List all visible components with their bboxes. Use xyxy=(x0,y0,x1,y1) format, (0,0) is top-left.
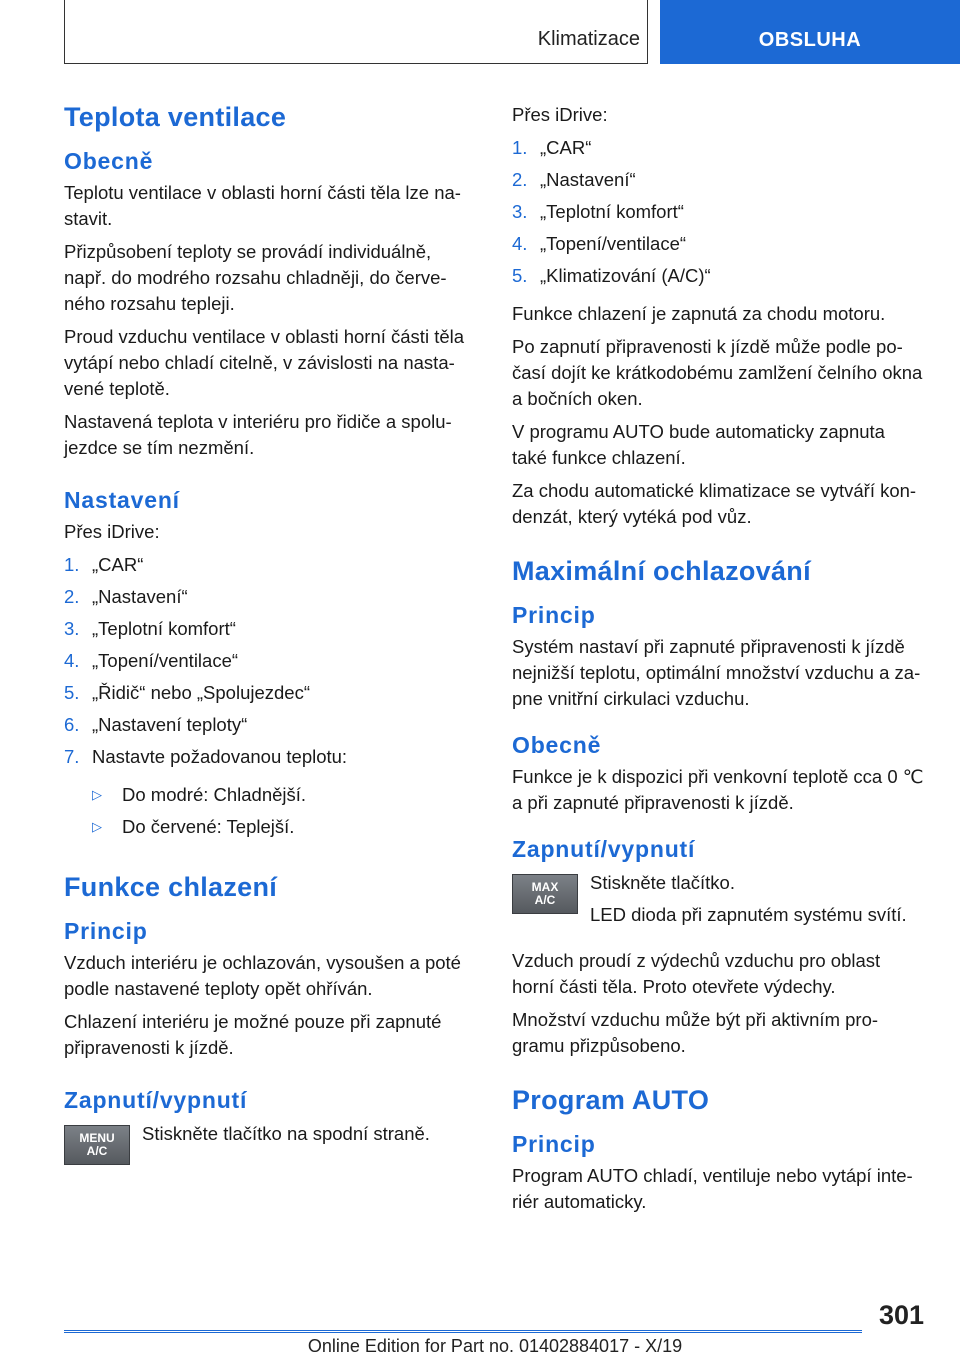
step-text: „Nastavení teploty“ xyxy=(92,714,248,735)
paragraph: V programu AUTO bude automaticky zapnuta také funkce chlazení. xyxy=(512,421,885,468)
list-item xyxy=(512,135,924,167)
triangle-bullet-icon: ▷ xyxy=(92,787,102,802)
step-number: 4. xyxy=(64,650,80,671)
paragraph: Teplotu ventilace v oblasti horní části těla lze nastavit. xyxy=(64,182,461,229)
paragraph: Chlazení interiéru je možné pouze při zapnuté připravenosti k jízdě. xyxy=(64,1011,442,1058)
paragraph: Za chodu automatické klimatizace se vytváří kondenzát, který vytéká pod vůz. xyxy=(512,480,917,527)
paragraph: Vzduch interiéru je ochlazován, vysoušen a poté podle nastavené teploty opět ohříván. xyxy=(64,952,461,999)
paragraph: LED dioda při zapnutém systému svítí. xyxy=(590,904,907,925)
heading-max-cooling: Maximální ochlazování xyxy=(512,556,811,586)
list-item xyxy=(64,648,476,680)
bullet-text: Do červené: Teplejší. xyxy=(122,816,295,837)
max-ac-button-icon xyxy=(512,874,578,914)
step-number: 6. xyxy=(64,714,80,735)
triangle-bullet-icon: ▷ xyxy=(92,819,102,834)
step-text: „Klimatizování (A/C)“ xyxy=(540,265,711,286)
step-number: 3. xyxy=(64,618,80,639)
list-item xyxy=(512,231,924,263)
list-item xyxy=(64,712,476,744)
list-item xyxy=(512,167,924,199)
list-item xyxy=(64,616,476,648)
list-item xyxy=(64,552,476,584)
bullet-item xyxy=(64,814,476,846)
button-icon-label: MAX xyxy=(531,880,559,894)
button-instruction xyxy=(512,870,924,934)
list-item xyxy=(64,584,476,616)
list-item xyxy=(512,263,924,295)
heading-on-off: Zapnutí/vypnutí xyxy=(512,836,696,862)
step-text: „Topení/ventilace“ xyxy=(92,650,239,671)
step-text: „Nastavení“ xyxy=(92,586,188,607)
paragraph: Množství vzduchu může být při aktivním programu přizpůsobeno. xyxy=(512,1009,879,1056)
footer-divider xyxy=(64,1330,862,1331)
right-column xyxy=(512,102,924,1222)
button-icon-label: MENU xyxy=(79,1131,115,1145)
heading-cooling-function: Funkce chlazení xyxy=(64,872,278,902)
step-text: „Teplotní komfort“ xyxy=(92,618,236,639)
paragraph: Systém nastaví při zapnuté připravenosti k jízdě nejnižší teplotu, optimální množství vzduchu a zapne vnitřní cirkulaci vzduchu. xyxy=(512,636,921,709)
heading-principle: Princip xyxy=(64,918,148,944)
step-text: „CAR“ xyxy=(540,137,592,158)
step-text: „Teplotní komfort“ xyxy=(540,201,684,222)
paragraph: Program AUTO chladí, ventiluje nebo vytápí interiér automaticky. xyxy=(512,1165,913,1212)
header-section-title: Klimatizace xyxy=(537,28,640,50)
heading-principle: Princip xyxy=(512,1131,596,1157)
paragraph: Stiskněte tlačítko na spodní straně. xyxy=(142,1123,430,1144)
steps-list xyxy=(512,135,924,295)
paragraph: Nastavená teplota v interiéru pro řidiče a spolujezdce se tím nezmění. xyxy=(64,411,452,458)
step-number: 7. xyxy=(64,746,80,767)
step-text: Nastavte požadovanou teplotu: xyxy=(92,746,348,767)
heading-on-off: Zapnutí/vypnutí xyxy=(64,1087,248,1113)
menu-ac-button-icon xyxy=(64,1125,130,1165)
button-instruction xyxy=(64,1121,476,1165)
button-icon-label: A/C xyxy=(534,893,556,907)
paragraph: Přes iDrive: xyxy=(64,521,160,542)
list-item xyxy=(64,680,476,712)
paragraph: Funkce chlazení je zapnutá za chodu motoru. xyxy=(512,303,886,324)
step-number: 1. xyxy=(64,554,80,575)
step-number: 4. xyxy=(512,233,528,254)
step-text: „Řidič“ nebo „Spolujezdec“ xyxy=(92,682,310,703)
step-number: 2. xyxy=(512,169,528,190)
heading-general: Obecně xyxy=(512,732,602,758)
step-text: „Topení/ventilace“ xyxy=(540,233,687,254)
step-number: 5. xyxy=(512,265,528,286)
bullet-text: Do modré: Chladnější. xyxy=(122,784,307,805)
steps-list xyxy=(64,552,476,776)
paragraph: Po zapnutí připravenosti k jízdě může podle počasí dojít ke krátkodobému zamlžení čelního okna a bočních oken. xyxy=(512,336,923,409)
heading-ventilation-temperature: Teplota ventilace xyxy=(64,102,287,132)
button-icon-label: A/C xyxy=(86,1144,108,1158)
bullet-item xyxy=(64,782,476,814)
left-column xyxy=(64,100,476,1179)
page-number: 301 xyxy=(878,1300,924,1330)
header-tab: OBSLUHA xyxy=(660,0,960,64)
paragraph: Funkce je k dispozici při venkovní teplotě cca 0 ℃ a při zapnuté připravenosti k jízdě. xyxy=(512,766,924,813)
step-text: „CAR“ xyxy=(92,554,144,575)
paragraph: Přizpůsobení teploty se provádí individuálně, např. do modrého rozsahu chladněji, do červeného rozsahu tepleji. xyxy=(64,241,447,314)
footer-divider xyxy=(64,1332,862,1333)
paragraph: Vzduch proudí z výdechů vzduchu pro oblast horní části těla. Proto otevřete výdechy. xyxy=(512,950,881,997)
step-number: 3. xyxy=(512,201,528,222)
list-item xyxy=(512,199,924,231)
heading-general: Obecně xyxy=(64,148,154,174)
heading-program-auto: Program AUTO xyxy=(512,1085,710,1115)
list-item xyxy=(64,744,476,776)
step-number: 2. xyxy=(64,586,80,607)
heading-settings: Nastavení xyxy=(64,487,180,513)
paragraph: Stiskněte tlačítko. xyxy=(590,872,735,893)
step-number: 5. xyxy=(64,682,80,703)
heading-principle: Princip xyxy=(512,602,596,628)
paragraph: Proud vzduchu ventilace v oblasti horní části těla vytápí nebo chladí citelně, v závislosti na nastavené teplotě. xyxy=(64,326,465,399)
footer-edition: Online Edition for Part no. 01402884017 - X/19 xyxy=(307,1336,683,1356)
step-number: 1. xyxy=(512,137,528,158)
paragraph: Přes iDrive: xyxy=(512,104,608,125)
step-text: „Nastavení“ xyxy=(540,169,636,190)
